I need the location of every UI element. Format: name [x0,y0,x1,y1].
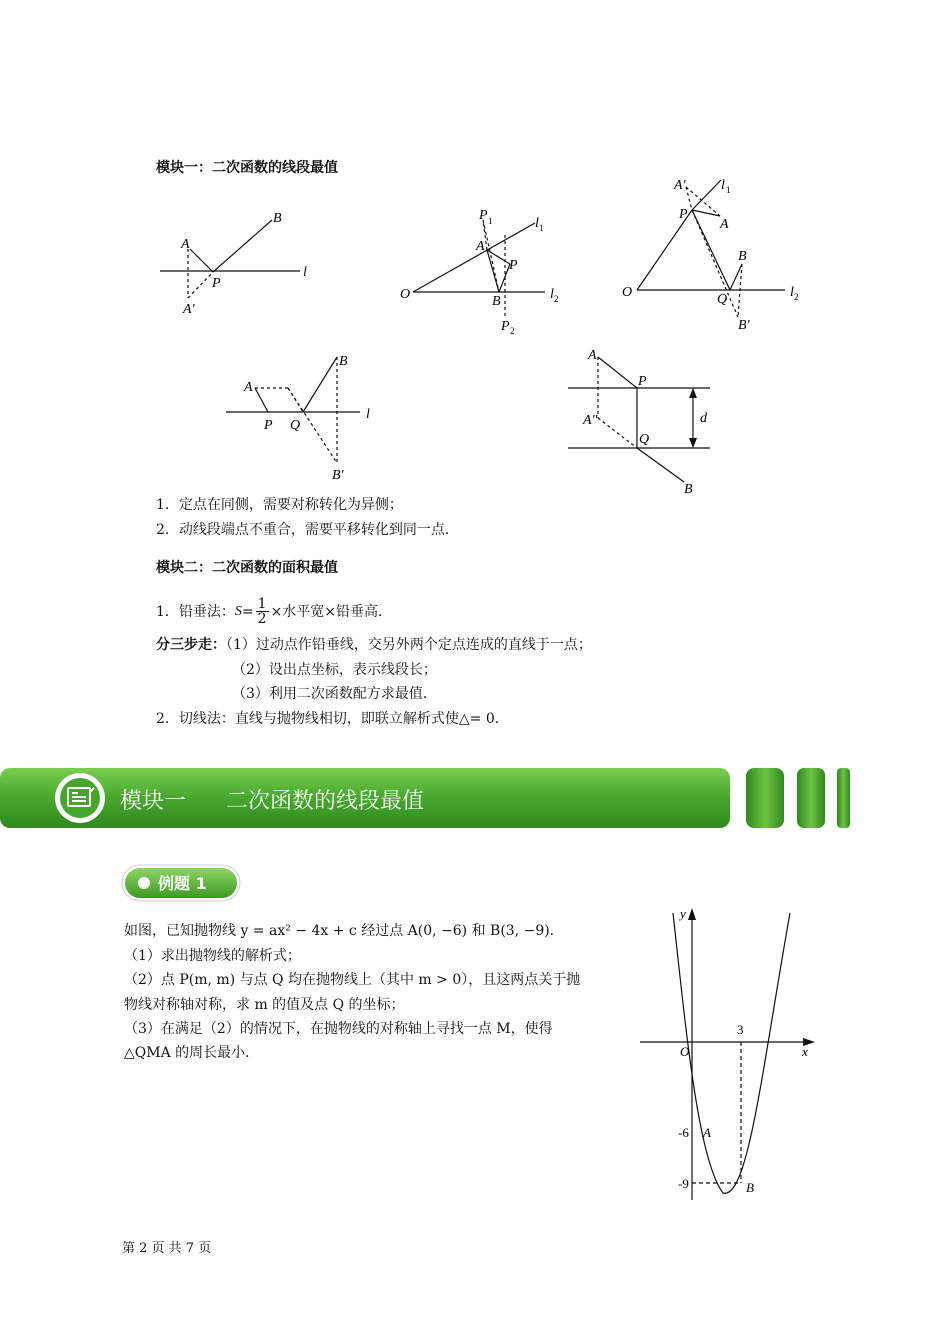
figure-2 [395,205,580,340]
label-P: P [638,374,647,389]
svg-text:2: 2 [794,292,799,302]
label-B-prime: B' [738,318,750,332]
label-A-prime: A' [183,302,195,317]
dash-a1p [188,272,213,298]
segment-qb [637,448,684,482]
method-1: 1．铅垂法： S = $\frac{1}{2}$ ×水平宽×铅垂高． [156,596,393,627]
figure-1 [155,205,325,320]
label-A-double-prime: A" [583,413,598,428]
segment-qb [730,264,742,290]
svg-text:2: 2 [554,294,559,304]
svg-text:2: 2 [510,326,515,336]
method-2: 2．切线法：直线与抛物线相切，即联立解析式使△= 0． [156,711,509,727]
note-2: 2．动线段端点不重合，需要平移转化到同一点． [156,522,459,538]
label-l1: l [721,178,725,193]
label-y: y [680,906,686,921]
label-A: A [703,1125,711,1140]
segment-ap [598,357,637,388]
segment-pa [692,210,720,216]
label-P2: P [501,319,510,334]
label-Q: Q [290,418,301,433]
label-3: 3 [737,1022,744,1037]
label-B: B [684,482,693,497]
label-A: A [244,380,253,395]
segment-ap [255,388,268,412]
label-P1: P [479,208,488,223]
step-3: （3）利用二次函数配方求最值． [232,686,437,702]
label-A: A [476,239,485,254]
label-A: A [720,217,729,232]
segment-pb [213,220,272,272]
label-A: A [181,237,190,252]
label-B: B [746,1180,754,1195]
example-line-5: （3）在满足（2）的情况下，在抛物线的对称轴上寻找一点 M，使得 [124,1021,553,1037]
step-1-row: 分三步走：（1）过动点作铅垂线，交另外两个定点连成的直线于一点； [156,637,592,653]
section-heading-2: 模块二：二次函数的面积最值 [156,560,338,576]
dash-a2q [598,418,637,448]
label-l: l [366,407,370,422]
label-P: P [264,418,273,433]
section-heading-1: 模块一：二次函数的线段最值 [156,160,338,176]
segment-ap [190,249,213,272]
label-P: P [212,276,221,291]
label-l2: l [790,285,794,300]
fraction-half: $\frac{1}{2}$ [257,596,267,627]
example-line-4: 物线对称轴对称，求 m 的值及点 Q 的坐标； [124,997,405,1013]
label-B-prime: B' [332,468,344,483]
banner-subtitle: 二次函数的线段最值 [226,789,425,814]
label-B: B [339,354,348,369]
svg-text:1: 1 [726,185,731,195]
module-banner [0,762,950,834]
page-footer: 第 2 页 共 7 页 [122,1241,212,1256]
label-Q: Q [717,292,728,307]
label-l: l [303,265,307,280]
example-line-2: （1）求出抛物线的解析式； [124,948,301,964]
example-line-3: （2）点 P(m, m) 与点 Q 均在抛物线上（其中 m > 0），且这两点关于抛 [124,972,581,988]
label-B: B [273,211,282,226]
example-line-6: △QMA 的周长最小． [124,1045,260,1061]
label-B: B [738,249,747,264]
parabola-graph [630,900,830,1205]
label-O: O [400,287,411,302]
label-B: B [492,294,501,309]
example-line-1: 如图，已知抛物线 y = ax² − 4x + c 经过点 A(0, −6) 和 B(3, −9)． [124,923,564,939]
label-A: A [588,348,597,363]
dash-pb1 [692,210,738,317]
banner-title: 模块一 [120,789,187,814]
label-P: P [509,258,518,273]
segment-op [637,210,692,290]
label-l2: l [550,287,554,302]
label-l1: l [535,216,539,231]
label-neg6: -6 [678,1125,689,1140]
label-d: d [700,411,707,426]
line-l1 [692,180,721,210]
svg-text:1: 1 [539,223,544,233]
label-P: P [679,207,688,222]
label-O: O [622,285,633,300]
figure-4 [220,345,385,485]
label-x: x [802,1044,808,1059]
parabola-curve [673,913,790,1193]
label-neg9: -9 [678,1176,689,1191]
figure-3 [620,172,810,332]
step-2: （2）设出点坐标，表示线段长； [232,662,437,678]
svg-text:1: 1 [488,216,493,226]
label-O: O [680,1044,690,1059]
svg-text:例题 1: 例题 1 [158,874,207,893]
note-1: 1．定点在同侧，需要对称转化为异侧； [156,497,403,513]
label-Q: Q [639,432,650,447]
segment-qb [303,357,337,412]
example-label [120,862,245,904]
label-A-prime: A' [674,178,686,193]
figure-5 [560,340,725,500]
